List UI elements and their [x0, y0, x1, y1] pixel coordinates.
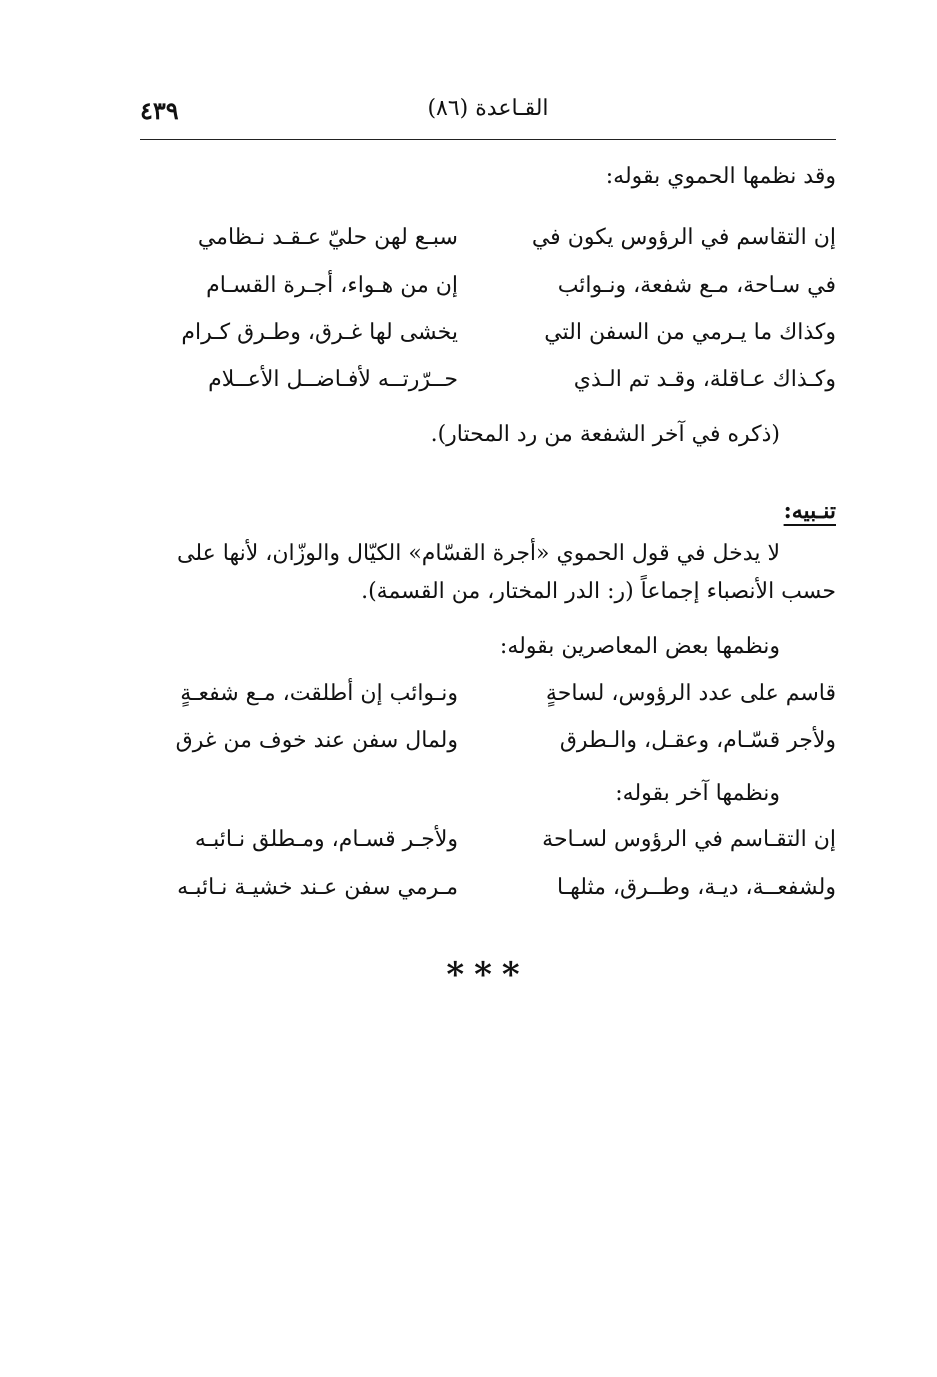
- poem1-verse-1-second: سبـع لهن حليّ عـقـد نـظامي: [197, 225, 458, 250]
- poem3-verse-2-first: ولشفعــة، ديـة، وطــرق، مثلهـا: [556, 875, 836, 900]
- poem2-verse-2-second: ولمال سفن عند خوف من غرق: [175, 728, 458, 753]
- poem2-verse-1-first: قاسم على عدد الرؤوس، لساحةٍ: [545, 681, 836, 706]
- poem2-intro: ونظمها بعض المعاصرين بقوله:: [499, 634, 780, 659]
- poem1-intro: وقد نظمها الحموي بقوله:: [605, 164, 836, 189]
- section-end-asterisks: ***: [446, 955, 530, 995]
- book-page: [140, 0, 836, 1377]
- notice-line-1: لا يدخل في قول الحموي «أجرة القسّام» الكيّال والوزّان، لأنها على: [177, 541, 780, 566]
- poem1-verse-2-second: إن من هـواء، أجـرة القسـام: [206, 273, 458, 298]
- poem1-verse-4-first: وكـذاك عـاقلة، وقـد تم الـذي: [573, 367, 836, 392]
- poem3-verse-1-second: ولأجـر قسـام، ومـطلق نـائبـه: [194, 827, 458, 852]
- poem1-verse-2-first: في سـاحة، مـع شفعة، ونـوائب: [557, 273, 836, 298]
- running-title: القـاعدة (٨٦): [427, 96, 549, 121]
- poem1-verse-2: [140, 272, 836, 312]
- poem2-verse-1-second: ونـوائب إن أطلقت، مـع شفعـةٍ: [180, 681, 458, 706]
- source-note: (ذكره في آخر الشفعة من رد المحتار).: [430, 422, 780, 447]
- notice-heading: تنـبيه:: [783, 498, 836, 524]
- poem2-verse-2-first: ولأجر قسّـام، وعقـل، والـطرق: [559, 728, 836, 753]
- poem1-verse-4: [140, 366, 836, 406]
- poem3-verse-1-first: إن التقـاسم في الرؤوس لسـاحة: [542, 827, 836, 852]
- page-number: ٤٣٩: [140, 96, 179, 125]
- poem3-verse-2: [140, 874, 836, 914]
- poem1-verse-4-second: حــرّرتــه لأفـاضــل الأعــلام: [208, 367, 458, 392]
- page-header: [140, 96, 836, 136]
- poem1-verse-3: [140, 319, 836, 359]
- poem1-verse-3-first: وكذاك ما يـرمي من السفن التي: [544, 320, 836, 345]
- poem1-verse-1: [140, 224, 836, 264]
- poem1-verse-1-first: إن التقاسم في الرؤوس يكون في: [531, 225, 836, 250]
- poem1-verse-3-second: يخشى لها غـرق، وطـرق كـرام: [181, 320, 458, 345]
- notice-line-2: حسب الأنصباء إجماعاً (ر: الدر المختار، من القسمة).: [361, 579, 836, 604]
- header-rule: [140, 139, 836, 140]
- poem2-verse-2: [140, 727, 836, 767]
- poem3-verse-1: [140, 826, 836, 866]
- poem3-intro: ونظمها آخر بقوله:: [615, 781, 780, 806]
- poem3-verse-2-second: مـرمي سفن عـند خشيـة نـائبـه: [177, 875, 458, 900]
- poem2-verse-1: [140, 680, 836, 720]
